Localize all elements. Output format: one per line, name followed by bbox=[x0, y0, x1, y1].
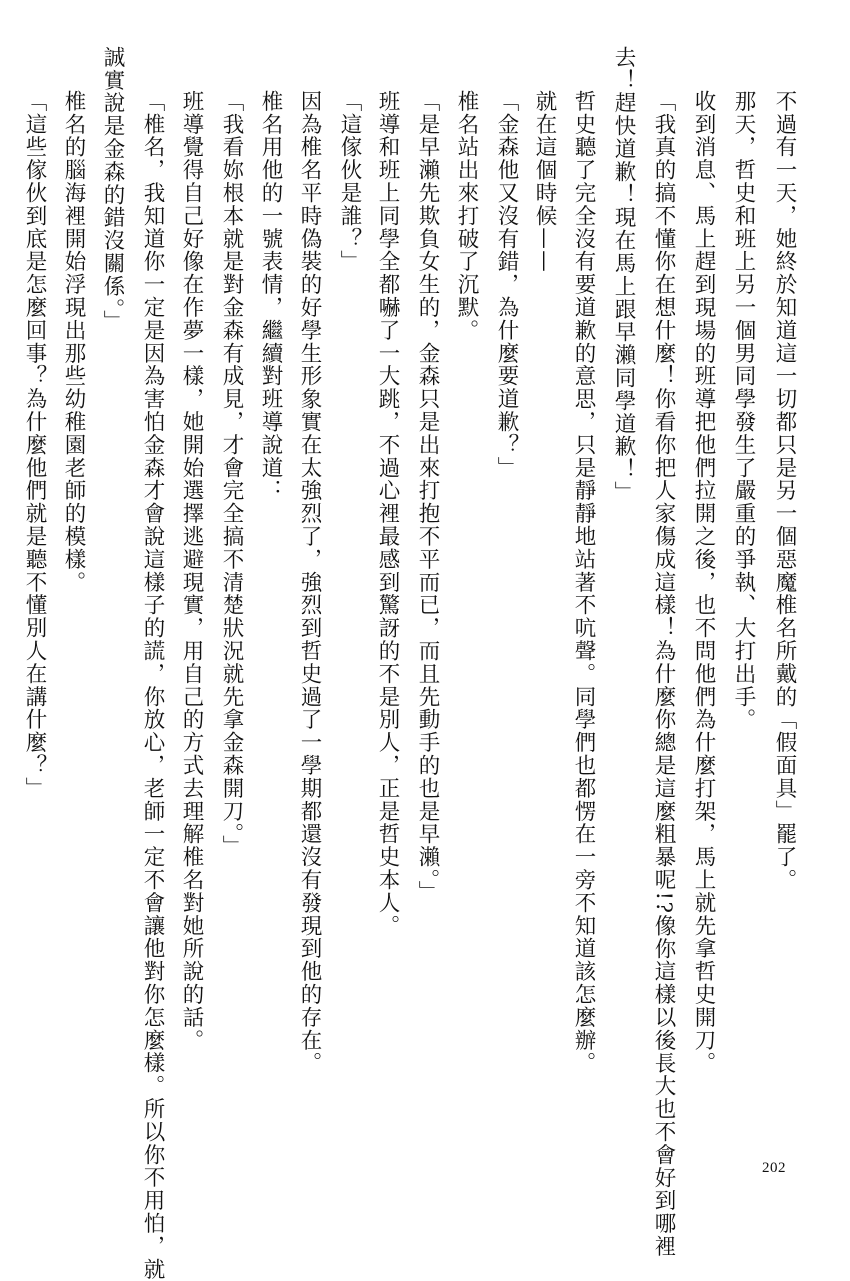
vertical-text-block bbox=[22, 46, 798, 1281]
text-line: 「椎名，我知道你一定是因為害怕金森才會說這樣子的謊，你放心，老師一定不會讓他對你怎麼樣。所以你不用怕，就 bbox=[140, 90, 165, 1281]
text-line: 哲史聽了完全沒有要道歉的意思，只是靜靜地站著不吭聲。同學們也都愣在一旁不知道該怎麼辦。 bbox=[571, 90, 596, 1075]
text-line: 收到消息、馬上趕到現場的班導把他們拉開之後，也不問他們為什麼打架，馬上就先拿哲史開刀。 bbox=[691, 90, 716, 1075]
text-line: 椎名的腦海裡開始浮現出那些幼稚園老師的模樣。 bbox=[61, 90, 86, 594]
text-line: 「是早瀨先欺負女生的，金森只是出來打抱不平而已，而且先動手的也是早瀨。」 bbox=[415, 90, 440, 904]
text-line: 因為椎名平時偽裝的好學生形象實在太強烈了，強烈到哲史過了一學期都還沒有發現到他的存在。 bbox=[297, 90, 322, 1075]
page-number: 202 bbox=[762, 1160, 786, 1176]
text-line: 班導覺得自己好像在作夢一樣，她開始選擇逃避現實，用自己的方式去理解椎名對她所說的話。 bbox=[179, 90, 204, 1052]
text-line: 「我真的搞不懂你在想什麼！你看你把人家傷成這樣！為什麼你總是這麼粗暴呢!?像你這樣以後長大也不會好到哪裡 bbox=[651, 90, 676, 1258]
text-line: 就在這個時候—— bbox=[532, 90, 557, 274]
text-line: 去！趕快道歉！現在馬上跟早瀨同學道歉！」 bbox=[611, 46, 636, 504]
text-line: 那天，哲史和班上另一個男同學發生了嚴重的爭執、大打出手。 bbox=[731, 90, 756, 732]
text-line: 「這傢伙是誰？」 bbox=[337, 90, 362, 274]
text-line: 「我看妳根本就是對金森有成見，才會完全搞不清楚狀況就先拿金森開刀。」 bbox=[219, 90, 244, 858]
text-line: 班導和班上同學全都嚇了一大跳，不過心裡最感到驚訝的不是別人，正是哲史本人。 bbox=[375, 90, 400, 938]
text-line: 不過有一天，她終於知道這一切都只是另一個惡魔椎名所戴的「假面具」罷了。 bbox=[772, 90, 797, 892]
text-line: 椎名用他的一號表情，繼續對班導說道： bbox=[258, 90, 283, 503]
text-line: 「這些傢伙到底是怎麼回事？為什麼他們就是聽不懂別人在講什麼？」 bbox=[22, 90, 47, 800]
text-line: 「金森他又沒有錯，為什麼要道歉？」 bbox=[494, 90, 519, 480]
text-line: 誠實說是金森的錯沒關係。」 bbox=[100, 46, 125, 333]
text-line: 椎名站出來打破了沉默。 bbox=[454, 90, 479, 342]
